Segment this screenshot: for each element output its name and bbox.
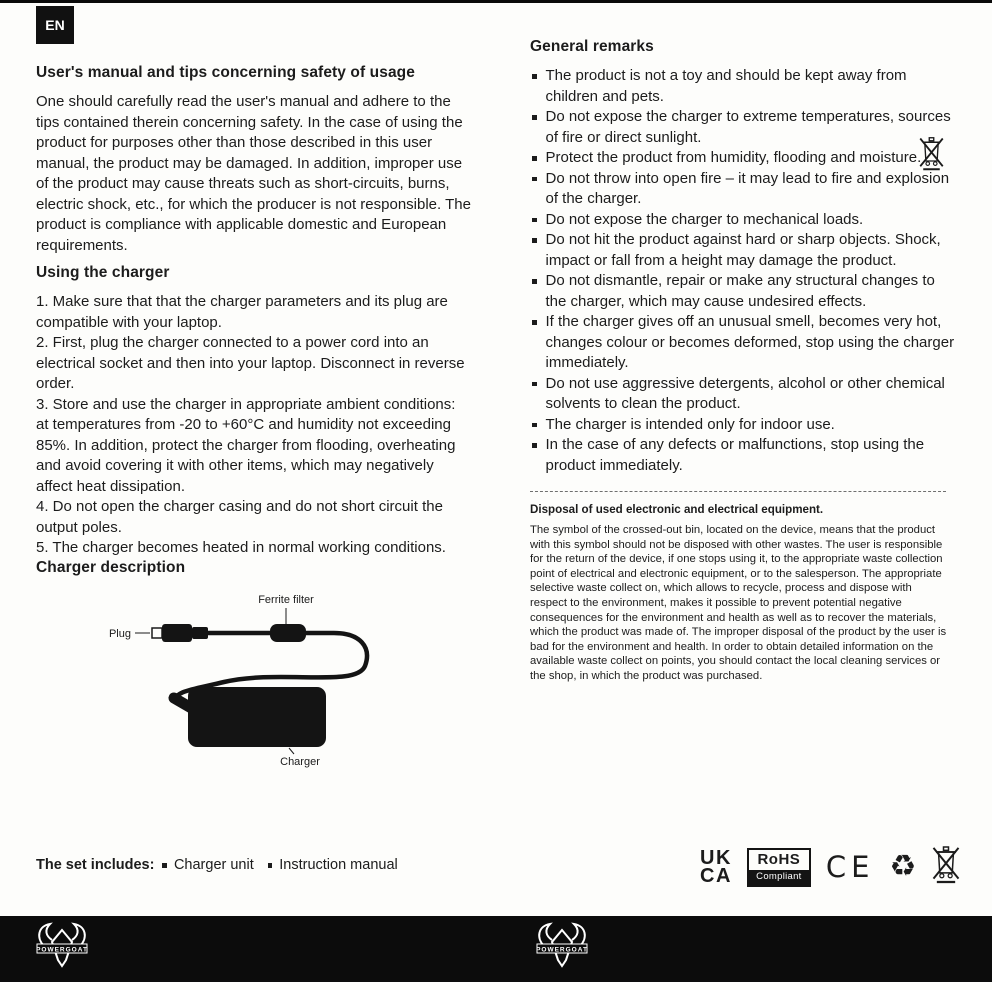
using-item: 3. Store and use the charger in appropriate ambient conditions: at temperatures from -20 to +60°C and humidity not exceeding 85%. In addition, protect the charger from flooding, overheating and avoid covering it with other items, which may negatively affect heat dissipation. (36, 395, 456, 495)
remark-item (530, 107, 958, 148)
ukca-mark (700, 849, 732, 885)
remark-text: The charger is intended only for indoor use. (545, 415, 835, 433)
footer-bar (0, 916, 992, 982)
remark-text: Do not throw into open fire – it may lead to fire and explosion of the charger. (545, 169, 950, 207)
ferrite-filter-label: Ferrite filter (258, 593, 314, 606)
weee-bin-icon (931, 845, 961, 889)
left-column (36, 64, 472, 769)
ferrite-filter-shape (270, 624, 306, 642)
using-item: 5. The charger becomes heated in normal working conditions. (36, 539, 446, 556)
remark-text: If the charger gives off an unusual smell, becomes very hot, changes colour or becomes deformed, stop using the charger immediately. (545, 313, 955, 371)
remark-item (530, 148, 958, 169)
remark-item (530, 415, 958, 436)
disposal-body: The symbol of the crossed-out bin, located on the device, means that the product with this symbol should not be disposed with other wastes. The user is responsible for the return of the device, if one stops using it, to the appropriate waste collection point of electrical and electronic equipment, or to the salesperson. The appropriate selective waste collect on, which allows to recycle, process and dispose with respect to the environment, makes it possible to prevent potential negative consequences for the environment and health as well as to recover the materials, which the product was made of. The improper disposal of the product by the user is bad for the environment and health. In order to obtain detailed information on the available waste collect on points, you should contact the local cleaning services or the shop, in which the product was purchased. (530, 524, 947, 682)
recycle-icon: ♻ (889, 849, 917, 884)
plug-prong (152, 628, 162, 638)
bullet-square (532, 218, 537, 223)
remark-item (530, 312, 958, 374)
plug-body (162, 624, 192, 642)
remark-item (530, 435, 958, 476)
using-item: 4. Do not open the charger casing and do not short circuit the output poles. (36, 498, 443, 536)
remark-item (530, 374, 958, 415)
charger-body (188, 687, 326, 747)
remarks-heading: General remarks (530, 38, 654, 55)
description-heading: Charger description (36, 558, 186, 576)
set-includes-item (268, 857, 398, 873)
brand-name: POWERGOAT (36, 946, 88, 954)
set-includes-item-text: Charger unit (173, 857, 254, 873)
remark-text: Do not expose the charger to mechanical loads. (545, 210, 864, 228)
remark-text: Do not hit the product against hard or sharp objects. Shock, impact or fall from a height may damage the product. (545, 231, 941, 269)
right-column (530, 38, 958, 684)
using-heading: Using the charger (36, 264, 170, 281)
page-top-edge (0, 0, 992, 3)
bullet-square (268, 863, 273, 868)
crossed-bin-glyph (918, 136, 945, 171)
charger-pointer-line (289, 748, 294, 754)
bullet-square (532, 279, 537, 284)
remark-text: Protect the product from humidity, flooding and moisture. (545, 149, 922, 166)
remark-item (530, 271, 958, 312)
plug-neck (192, 627, 208, 639)
language-badge: EN (36, 6, 74, 44)
bullet-square (532, 156, 537, 161)
remark-text: The product is not a toy and should be kept away from children and pets. (545, 67, 907, 105)
rohs-subtitle: Compliant (749, 870, 809, 885)
remarks-list (530, 66, 958, 476)
remark-text: Do not dismantle, repair or make any structural changes to the charger, which may cause undesired effects. (545, 272, 935, 310)
remark-item (530, 210, 958, 231)
brand-name: POWERGOAT (536, 946, 588, 954)
set-includes-item (162, 857, 253, 873)
bullet-square (532, 115, 537, 120)
set-includes-item-text: Instruction manual (279, 857, 398, 873)
weee-bin-icon (918, 136, 945, 176)
charger-diagram (36, 587, 472, 769)
rohs-mark (747, 848, 811, 887)
remark-text: Do not expose the charger to extreme temperatures, sources of fire or direct sunlight. (545, 108, 951, 146)
remark-item (530, 169, 958, 210)
safety-body: One should carefully read the user's manual and adhere to the tips contained therein concerning safety. In the case of using the product for purposes other than those described in this user manual, the product may be damaged. In addition, improper use of the product may cause threats such as short-circuits, burns, electric shock, etc., for which the producer is not responsible. The product is compliance with applicable domestic and European requirements. (36, 93, 471, 254)
set-includes-line (36, 857, 412, 873)
goat-head-emblem (530, 919, 594, 977)
safety-heading: User's manual and tips concerning safety of usage (36, 64, 415, 81)
ce-mark: CE (825, 850, 875, 884)
charger-label: Charger (280, 755, 320, 768)
brand-logo (530, 919, 594, 982)
bullet-square (532, 177, 537, 182)
bullet-square (532, 320, 537, 325)
using-item: 2. First, plug the charger connected to a power cord into an electrical socket and then into your laptop. Disconnect in reverse order. (36, 334, 465, 392)
remark-item (530, 230, 958, 271)
ukca-bottom: CA (700, 865, 732, 887)
section-divider (530, 491, 946, 492)
crossed-bin-glyph (931, 845, 961, 884)
remark-item (530, 66, 958, 107)
bullet-square (532, 238, 537, 243)
bullet-square (532, 74, 537, 79)
remark-text: In the case of any defects or malfunctions, stop using the product immediately. (545, 436, 925, 474)
disposal-heading: Disposal of used electronic and electrical equipment. (530, 503, 824, 516)
certification-marks-row (700, 845, 961, 889)
bullet-square (162, 863, 167, 868)
rohs-title: RoHS (757, 850, 801, 868)
set-includes-label: The set includes: (36, 857, 155, 873)
bullet-square (532, 382, 537, 387)
goat-head-emblem (30, 919, 94, 977)
bullet-square (532, 443, 537, 448)
plug-label: Plug (108, 627, 131, 640)
ukca-top: UK (700, 847, 732, 869)
using-item: 1. Make sure that that the charger parameters and its plug are compatible with your laptop. (36, 293, 448, 331)
bullet-square (532, 423, 537, 428)
remark-text: Do not use aggressive detergents, alcohol or other chemical solvents to clean the product. (545, 374, 945, 412)
brand-logo (30, 919, 94, 982)
